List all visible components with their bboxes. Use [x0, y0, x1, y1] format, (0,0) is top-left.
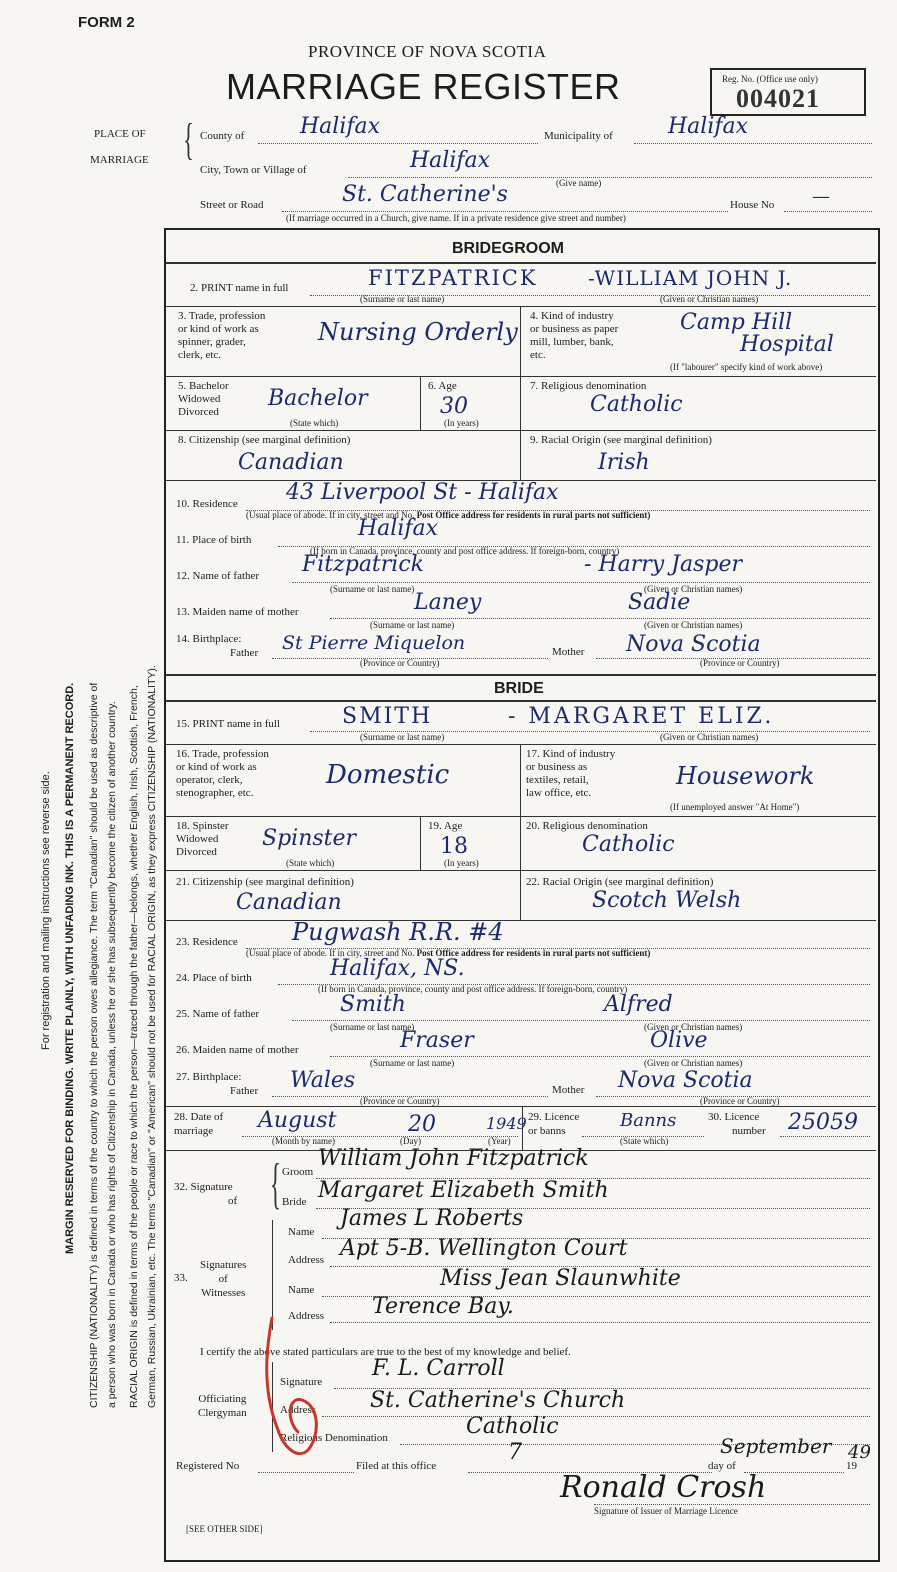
clergy-signature: F. L. Carroll — [372, 1356, 505, 1381]
groom-birth-caption: (If born in Canada, province, county and post office address. If foreign-born, country) — [310, 546, 620, 556]
bride-father-label: 25. Name of father — [176, 1008, 260, 1020]
groom-given: -WILLIAM JOHN J. — [588, 266, 793, 290]
filed-day: 7 — [508, 1440, 522, 1465]
bride-birthplace: Halifax, NS. — [330, 956, 465, 981]
margin-line-2: MARGIN RESERVED FOR BINDING. WRITE PLAINLY, WITH UNFADING INK. THIS IS A PERMANENT RECORD. — [64, 682, 76, 1254]
bride-mother-given-caption: (Given or Christian names) — [644, 1058, 743, 1068]
bride-signature: Margaret Elizabeth Smith — [318, 1178, 609, 1203]
bride-religion-label: 20. Religious denomination — [526, 820, 648, 832]
bride-father-birthplace: Wales — [290, 1068, 356, 1093]
groom-mother-given: Sadie — [628, 590, 691, 615]
bridegroom-heading: BRIDEGROOM — [452, 240, 564, 257]
bride-age-label: 19. Age — [428, 820, 463, 832]
place-label-2: MARRIAGE — [90, 154, 149, 166]
witnesses-label: Signatures of Witnesses — [200, 1259, 247, 1299]
groom-father-birthplace: St Pierre Miquelon — [282, 632, 466, 654]
groom-father-given: - Harry Jasper — [584, 552, 743, 577]
groom-sig-label: Groom — [282, 1166, 314, 1178]
bride-age: 18 — [440, 834, 468, 859]
bride-mother-birth-label: Mother — [552, 1084, 585, 1096]
groom-religion-label: 7. Religious denomination — [530, 380, 647, 392]
red-check-mark — [258, 1310, 338, 1470]
bride-industry: Housework — [676, 762, 815, 790]
marriage-day: 20 — [408, 1112, 436, 1137]
given-caption: (Given or Christian names) — [660, 294, 759, 304]
bride-status-label: 18. Spinster Widowed Divorced — [176, 820, 229, 858]
groom-father-label: 12. Name of father — [176, 570, 260, 582]
signature-label: 32. Signature of — [174, 1181, 238, 1207]
groom-father-province-caption: (Province or Country) — [360, 658, 440, 668]
house-label: House No — [730, 199, 775, 211]
bride-birth-caption: (If born in Canada, province, county and post office address. If foreign-born, country) — [318, 984, 628, 994]
see-other-side: [SEE OTHER SIDE] — [186, 1524, 263, 1534]
filed-month: September — [720, 1434, 832, 1458]
bride-industry-note: (If unemployed answer "At Home") — [670, 802, 800, 812]
bride-mother-surname-caption: (Surname or last name) — [370, 1058, 455, 1068]
w2-address: Terence Bay. — [372, 1294, 514, 1319]
bride-residence-label: 23. Residence — [176, 936, 238, 948]
street-label: Street or Road — [200, 199, 264, 211]
form-label: FORM 2 — [78, 14, 135, 31]
year-prefix: 19 — [846, 1460, 857, 1472]
groom-birthplace: Halifax — [358, 516, 439, 541]
margin-line-3: CITIZENSHIP (NATIONALITY) is defined in terms of the country to which the person owes allegiance. The term "Canadian" should be used as descriptive of — [88, 682, 100, 1408]
groom-mother-birth-label: Mother — [552, 646, 585, 658]
groom-origin-label: 9. Racial Origin (see marginal definition) — [530, 434, 712, 446]
bride-age-caption: (In years) — [444, 858, 479, 868]
reg-no-value: 004021 — [736, 84, 820, 113]
bride-surname-caption: (Surname or last name) — [360, 732, 445, 742]
filed-year: 49 — [848, 1442, 871, 1463]
issuer-caption: Signature of Issuer of Marriage Licence — [594, 1506, 738, 1516]
page-title: MARRIAGE REGISTER — [226, 66, 621, 107]
groom-name-label: 2. PRINT name in full — [190, 282, 289, 294]
bride-state-which: (State which) — [286, 858, 335, 868]
county-value: Halifax — [300, 114, 381, 139]
clergy-sig-label: Signature — [280, 1376, 323, 1388]
bride-origin: Scotch Welsh — [592, 888, 742, 913]
day-caption: (Day) — [400, 1136, 421, 1146]
bride-residence: Pugwash R.R. #4 — [292, 918, 504, 946]
margin-line-6: German, Russian, Ukrainian, etc. The terms "Canadian" or "American" should not be used for RACIAL ORIGIN, as they express CITIZENSHIP (NATIONALITY). — [146, 665, 158, 1408]
licence-type-label: 29. Licence or banns — [528, 1111, 580, 1137]
groom-residence-caption: (Usual place of abode. If in city, street and No. Post Office address for residents in rural parts not sufficient) — [246, 510, 651, 520]
bride-industry-label: 17. Kind of industry or business as textiles, retail, law office, etc. — [526, 748, 616, 799]
bride-name-label: 15. PRINT name in full — [176, 718, 280, 730]
municipality-label: Municipality of — [544, 130, 613, 142]
groom-age-caption: (In years) — [444, 418, 479, 428]
w1-name-label: Name — [288, 1226, 315, 1238]
bride-given: - MARGARET ELIZ. — [508, 704, 775, 729]
bride-trade-label: 16. Trade, profession or kind of work as operator, clerk, stenographer, etc. — [176, 748, 269, 799]
house-value: — — [812, 186, 830, 207]
bride-mother-surname: Fraser — [400, 1028, 474, 1053]
groom-signature: William John Fitzpatrick — [318, 1146, 589, 1171]
surname-caption: (Surname or last name) — [360, 294, 445, 304]
bride-origin-label: 22. Racial Origin (see marginal definition) — [526, 876, 714, 888]
w2-name: Miss Jean Slaunwhite — [440, 1266, 681, 1291]
bride-residence-caption: (Usual place of abode. If in city, street and No. Post Office address for residents in rural parts not sufficient) — [246, 948, 651, 958]
church-note: (If marriage occurred in a Church, give name. If in a private residence give street and number) — [286, 213, 626, 223]
groom-mother-surname-caption: (Surname or last name) — [370, 620, 455, 630]
groom-birthplaces-label: 14. Birthplace: Father — [176, 633, 259, 659]
licence-number-label: 30. Licence number — [708, 1111, 766, 1137]
groom-father-given-caption: (Given or Christian names) — [644, 584, 743, 594]
reg-no-box — [710, 68, 866, 116]
w1-address-label: Address — [288, 1254, 325, 1266]
groom-citizenship: Canadian — [238, 450, 344, 475]
bride-surname: SMITH — [342, 704, 433, 729]
w1-name: James L Roberts — [340, 1206, 524, 1231]
clergy-address-label: Address — [280, 1404, 317, 1416]
clergy-denomination-label: Religious Denomination — [280, 1432, 388, 1444]
day-of-label: day of — [708, 1460, 736, 1472]
groom-age-label: 6. Age — [428, 380, 457, 392]
margin-line-4: a person who was born in Canada or who has rights of Citizenship in Canada, unless he or she has subsequently become the citizen of another country. — [106, 701, 118, 1408]
groom-mother-birthplace: Nova Scotia — [626, 632, 761, 657]
filed-label: Filed at this office — [356, 1460, 437, 1472]
city-value: Halifax — [410, 148, 491, 173]
issuer-signature: Ronald Crosh — [560, 1470, 767, 1505]
groom-trade-label: 3. Trade, profession or kind of work as spinner, grader, clerk, etc. — [178, 310, 266, 361]
licence-number: 25059 — [788, 1110, 858, 1135]
groom-mother-province-caption: (Province or Country) — [700, 658, 780, 668]
bride-birthplace-label: 24. Place of birth — [176, 972, 252, 984]
bride-citizenship: Canadian — [236, 890, 342, 915]
groom-industry-label: 4. Kind of industry or business as paper mill, lumber, bank, etc. — [530, 310, 619, 361]
province-heading: PROVINCE OF NOVA SCOTIA — [308, 42, 547, 61]
bride-given-caption: (Given or Christian names) — [660, 732, 759, 742]
bride-mother-given: Olive — [650, 1028, 708, 1053]
margin-line-5: RACIAL ORIGIN is defined in terms of the people or race to which the person—traced through the father—belongs, whether English, Irish, Scottish, French, — [128, 685, 140, 1408]
month-caption: (Month by name) — [272, 1136, 335, 1146]
officiating-label: Officiating Clergyman — [198, 1393, 247, 1419]
year-caption: (Year) — [488, 1136, 511, 1146]
give-name-caption: (Give name) — [556, 178, 602, 188]
place-brace: { — [183, 115, 194, 164]
groom-industry-note: (If "labourer" specify kind of work above) — [670, 362, 823, 372]
groom-surname: FITZPATRICK — [368, 266, 538, 290]
bride-mother-province-caption: (Province or Country) — [700, 1096, 780, 1106]
groom-father-surname-caption: (Surname or last name) — [330, 584, 415, 594]
marriage-month: August — [258, 1108, 337, 1133]
groom-mother-given-caption: (Given or Christian names) — [644, 620, 743, 630]
street-value: St. Catherine's — [342, 182, 508, 207]
margin-line-1: For registration and mailing instructions see reverse side. — [40, 771, 52, 1050]
marriage-date-label: 28. Date of marriage — [174, 1111, 224, 1137]
bride-father-surname: Smith — [340, 992, 406, 1017]
groom-origin: Irish — [598, 450, 650, 475]
groom-residence: 43 Liverpool St - Halifax — [286, 480, 559, 505]
w2-address-label: Address — [288, 1310, 325, 1322]
groom-status-label: 5. Bachelor Widowed Divorced — [178, 380, 229, 418]
groom-state-which: (State which) — [290, 418, 339, 428]
bride-heading: BRIDE — [494, 680, 544, 697]
municipality-value: Halifax — [668, 114, 749, 139]
groom-trade: Nursing Orderly — [318, 318, 518, 346]
groom-religion: Catholic — [590, 392, 683, 417]
bride-father-province-caption: (Province or Country) — [360, 1096, 440, 1106]
witness-number: 33. — [174, 1272, 188, 1284]
bride-father-given-caption: (Given or Christian names) — [644, 1022, 743, 1032]
groom-industry-1: Camp Hill — [680, 310, 793, 335]
bride-sig-label: Bride — [282, 1196, 307, 1208]
groom-father-surname: Fitzpatrick — [302, 552, 424, 577]
marriage-year: 1949 — [486, 1114, 527, 1133]
bride-mother-birthplace: Nova Scotia — [618, 1068, 753, 1093]
w2-name-label: Name — [288, 1284, 315, 1296]
registered-no-label: Registered No — [176, 1460, 240, 1472]
bride-religion: Catholic — [582, 832, 675, 857]
groom-industry-2: Hospital — [740, 332, 834, 357]
city-label: City, Town or Village of — [200, 164, 307, 176]
bride-father-surname-caption: (Surname or last name) — [330, 1022, 415, 1032]
certify-statement: I certify the above stated particulars are true to the best of my knowledge and belief. — [200, 1346, 571, 1358]
bride-birthplaces-label: 27. Birthplace: Father — [176, 1071, 259, 1097]
reg-no-label: Reg. No. (Office use only) — [722, 74, 818, 84]
bride-status: Spinster — [262, 826, 357, 851]
bride-mother-label: 26. Maiden name of mother — [176, 1044, 299, 1056]
licence-state-caption: (State which) — [620, 1136, 669, 1146]
groom-age: 30 — [440, 394, 468, 419]
groom-citizenship-label: 8. Citizenship (see marginal definition) — [178, 434, 351, 446]
groom-residence-label: 10. Residence — [176, 498, 238, 510]
bride-father-given: Alfred — [604, 992, 673, 1017]
clergy-denomination: Catholic — [466, 1414, 559, 1439]
groom-status: Bachelor — [268, 386, 368, 411]
licence-type: Banns — [620, 1110, 677, 1131]
clergy-address: St. Catherine's Church — [370, 1388, 626, 1413]
bride-citizenship-label: 21. Citizenship (see marginal definition) — [176, 876, 354, 888]
place-label-1: PLACE OF — [94, 128, 146, 140]
marriage-register-form: FORM 2 PROVINCE OF NOVA SCOTIA MARRIAGE REGISTER Reg. No. (Office use only) 004021 PLACE OF MARRIAGE { County of Halifax Municipality of Halifax City, Town or Village of Halifax (Give name) Street or Road St. Catherine's House No — (If marriage occurred in a Church, give name. If in a private residence give street and number) BRIDEGROOM 2. PRINT name in full FITZPATRICK -WILLIAM JOHN J. (Surname or last name) (Given or Christian names) 3. Trade, profession or kind of work as spinner, grader, clerk, etc. Nursing Orderly 4. Kind of industry or business as paper mill, lumber, bank, etc. Camp Hill Hospital (If "labourer" specify kind of work above) 5. Bachelor Widowed Divorced Bachelor (State which) 6. Age 30 (In years) 7. Religious denomination Catholic 8. Citizenship (see marginal definition) Canadian 9. Racial Origin (see marginal definition) Irish 10. Residence 43 Liverpool St - Halifax (Usual place of abode. If in city, street and No. Post Office address for residents in rural parts not sufficient) 11. Place of birth Halifax (If born in Canada, province, county and post office address. If foreign-born, country) 12. Name of father Fitzpatrick - Harry Jasper (Surname or last name) (Given or Christian names) 13. Maiden name of mother Laney Sadie (Surname or last name) (Given or Christian names) 14. Birthplace: Father St Pierre Miquelon Mother Nova Scotia (Province or Country) (Province or Country) BRIDE 15. PRINT name in full SMITH - MARGARET ELIZ. (Surname or last name) (Given or Christian names) 16. Trade, profession or kind of work as operator, clerk, stenographer, etc. Domestic 17. Kind of industry or business as textiles, retail, law office, etc. Housework (If unemployed answer "At Home") 18. Spinster Widowed Divorced Spinster (State which) 19. Age 18 (In years) 20. Religious denomination Catholic 21. Citizenship (see marginal definition) Canadian 22. Racial Origin (see marginal definition) Scotch Welsh 23. Residence Pugwash R.R. #4 (Usual place of abode. If in city, street and No. Post Office address for residents in rural parts not sufficient) 24. Place of birth Halifax, NS. (If born in Canada, province, county and post office address. If foreign-born, country) 25. Name of father Smith Alfred (Surname or last name) (Given or Christian names) 26. Maiden name of mother Fraser Olive (Surname or last name) (Given or Christian names) 27. Birthplace: Father Wales Mother Nova Scotia (Province or Country) (Province or Country) 28. Date of marriage August 20 1949 (Month by name) (Day) (Year) 29. Licence or banns Banns (State which) 30. Licence number 25059 32. Signature of { Groom William John Fitzpatrick Bride Margaret Elizabeth Smith Signatures of Witnesses 33. Name James L Roberts Address Apt 5-B. Wellington Court Name Miss Jean Slaunwhite Address Terence Bay. I certify the above stated particulars are true to the best of my knowledge and belief. Officiating Clergyman Signature F. L. Carroll Address St. Catherine's Church Religious Denomination Catholic Registered No Filed at this office 7 day of September 19 49 Ronald Crosh Signature of Issuer of Marriage Licence [SEE OTHER SIDE] For registration and mailing instructions see reverse side. MARGIN RESERVED FOR BINDING. WRITE PLAINLY, WITH UNFADING INK. THIS IS A PERMANENT RECORD. CITIZENSHIP (NATIONALITY) is defined in terms of the country to which the person owes allegiance. The term "Canadian" should be used as descriptive of a person who was born in Canada or who has rights of Citizenship in Canada, unless he or she has subsequently become the citizen of another country. RACIAL ORIGIN is defined in terms of the people or race to which the person—traced through the father—belongs, whether English, Irish, Scottish, French, German, Russian, Ukrainian, etc. The terms "Canadian" or "American" should not be used for RACIAL ORIGIN, as they express CITIZENSHIP (NATIONALITY). — [0, 0, 897, 1572]
bride-trade: Domestic — [326, 760, 450, 790]
groom-mother-label: 13. Maiden name of mother — [176, 606, 299, 618]
w1-address: Apt 5-B. Wellington Court — [340, 1236, 628, 1261]
groom-birthplace-label: 11. Place of birth — [176, 534, 252, 546]
groom-mother-surname: Laney — [414, 590, 482, 615]
county-label: County of — [200, 130, 245, 142]
